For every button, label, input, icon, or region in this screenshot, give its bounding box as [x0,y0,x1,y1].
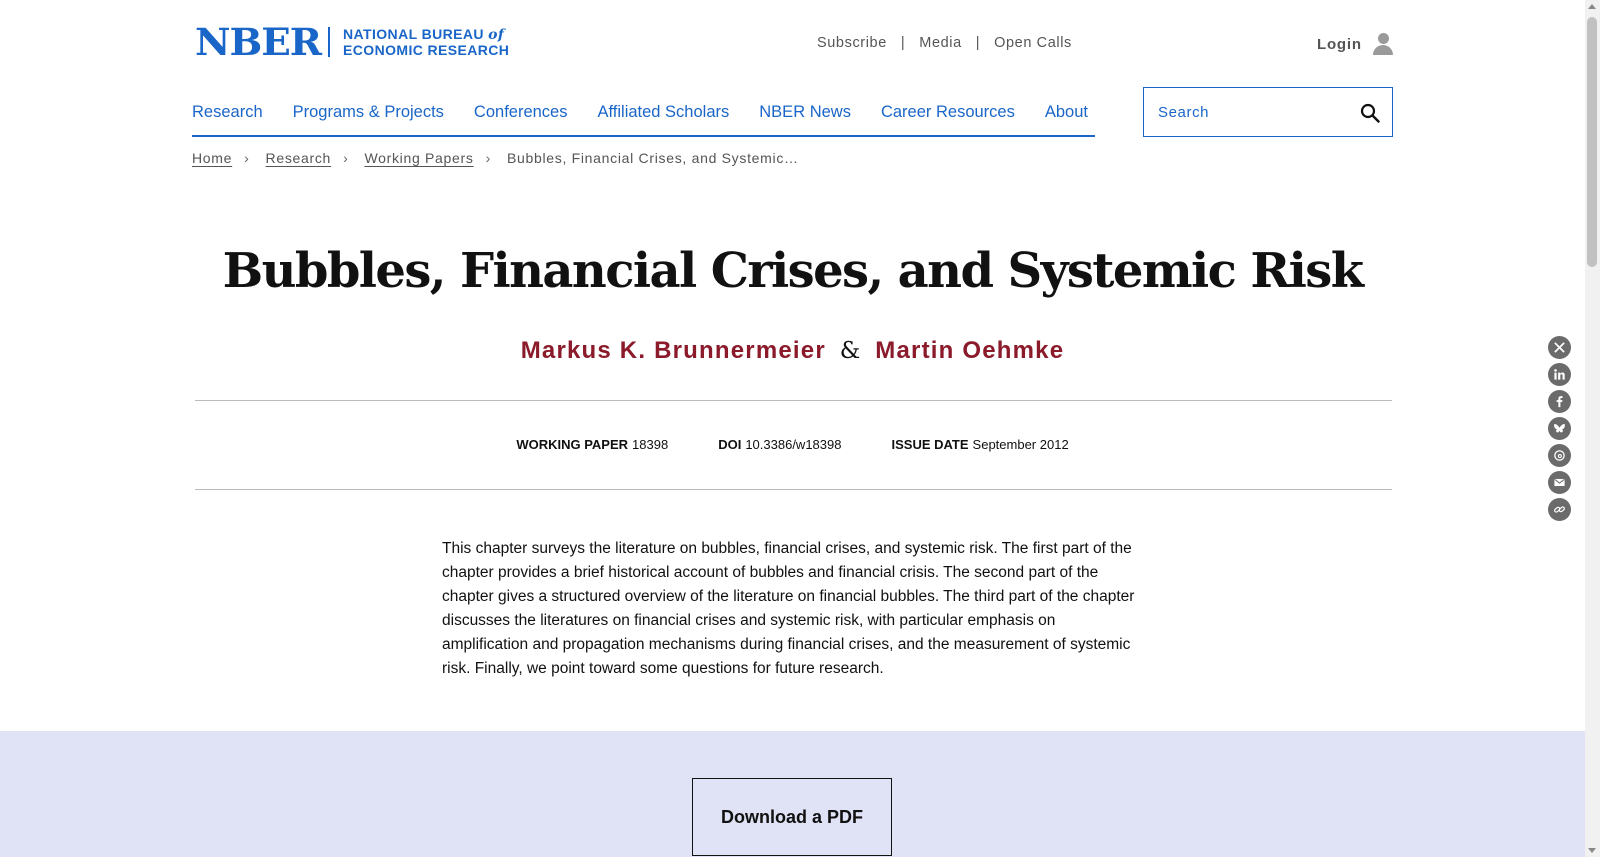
logo-line1: NATIONAL BUREAU [343,25,484,42]
nav-career-resources[interactable]: Career Resources [880,103,1015,121]
logo-text [343,27,509,58]
nav-about[interactable]: About [1044,103,1088,121]
doi [718,437,841,452]
utility-separator: | [975,35,981,51]
nav-research[interactable]: Research [192,103,263,121]
main-nav [192,94,1095,137]
nav-nber-news[interactable]: NBER News [759,103,851,121]
author-link[interactable]: Martin Oehmke [875,337,1065,364]
meta-value: 10.3386/w18398 [745,437,842,452]
nav-programs-projects[interactable]: Programs & Projects [292,103,444,121]
user-icon [1372,33,1394,55]
breadcrumb [192,150,799,166]
utility-nav [817,35,1072,51]
author-joiner: & [839,338,862,364]
breadcrumb-home[interactable]: Home [192,150,233,166]
scrollbar-thumb[interactable] [1587,17,1597,267]
bluesky-icon[interactable] [1548,417,1571,440]
paper-metadata [0,437,1585,452]
meta-label: ISSUE DATE [891,437,969,452]
login-button[interactable] [1317,33,1394,55]
page-scrollbar[interactable] [1585,0,1600,857]
issue-date [891,437,1068,452]
utility-separator: | [900,35,906,51]
scroll-up-arrow-icon[interactable] [1588,4,1596,9]
search-icon[interactable] [1360,103,1380,123]
page-title: Bubbles, Financial Crises, and Systemic Risk [222,243,1363,299]
divider [195,489,1392,490]
x-icon[interactable] [1548,336,1571,359]
abstract: This chapter surveys the literature on bubbles, financial crises, and systemic risk. The first part of the chapter provides a brief historical account of bubbles and financial crisis. The second part of the chapter gives a structured overview of the literature on financial bubbles. The third part of the chapter discusses the literatures on financial crises and systemic risk, with particular emphasis on amplification and propagation mechanisms during financial crises, and the measurement of systemic risk. Finally, we point toward some questions for future research. [442,540,1135,677]
nav-affiliated-scholars[interactable]: Affiliated Scholars [597,103,730,121]
logo-line2: ECONOMIC RESEARCH [343,41,510,58]
author-link[interactable]: Markus K. Brunnermeier [520,337,826,364]
chevron-right-icon: › [244,150,250,166]
open-calls-link[interactable]: Open Calls [994,35,1072,51]
meta-value: September 2012 [972,437,1069,452]
login-label: Login [1317,35,1362,53]
breadcrumb-current: Bubbles, Financial Crises, and Systemic… [506,150,799,166]
facebook-icon[interactable] [1548,390,1571,413]
divider [195,400,1392,401]
share-rail [1548,336,1571,525]
nber-logo[interactable] [195,19,510,64]
nav-conferences[interactable]: Conferences [473,103,568,121]
linkedin-icon[interactable] [1548,363,1571,386]
logo-mark: NBER [195,19,322,64]
scroll-down-arrow-icon[interactable] [1588,848,1596,853]
meta-value: 18398 [632,437,669,452]
email-icon[interactable] [1548,471,1571,494]
breadcrumb-working-papers[interactable]: Working Papers [364,150,474,166]
breadcrumb-research[interactable]: Research [265,150,332,166]
meta-label: WORKING PAPER [516,437,629,452]
threads-icon[interactable] [1548,444,1571,467]
logo-divider [328,27,330,57]
search-input[interactable] [1158,104,1348,121]
media-link[interactable]: Media [919,35,962,51]
working-paper-number [516,437,668,452]
chevron-right-icon: › [343,150,349,166]
copy-link-icon[interactable] [1548,498,1571,521]
subscribe-link[interactable]: Subscribe [817,35,887,51]
download-pdf-button[interactable]: Download a PDF [692,778,892,856]
meta-label: DOI [718,437,742,452]
chevron-right-icon: › [485,150,491,166]
author-list [0,337,1585,365]
search-box [1143,87,1393,137]
logo-line1-suffix: of [488,26,505,43]
